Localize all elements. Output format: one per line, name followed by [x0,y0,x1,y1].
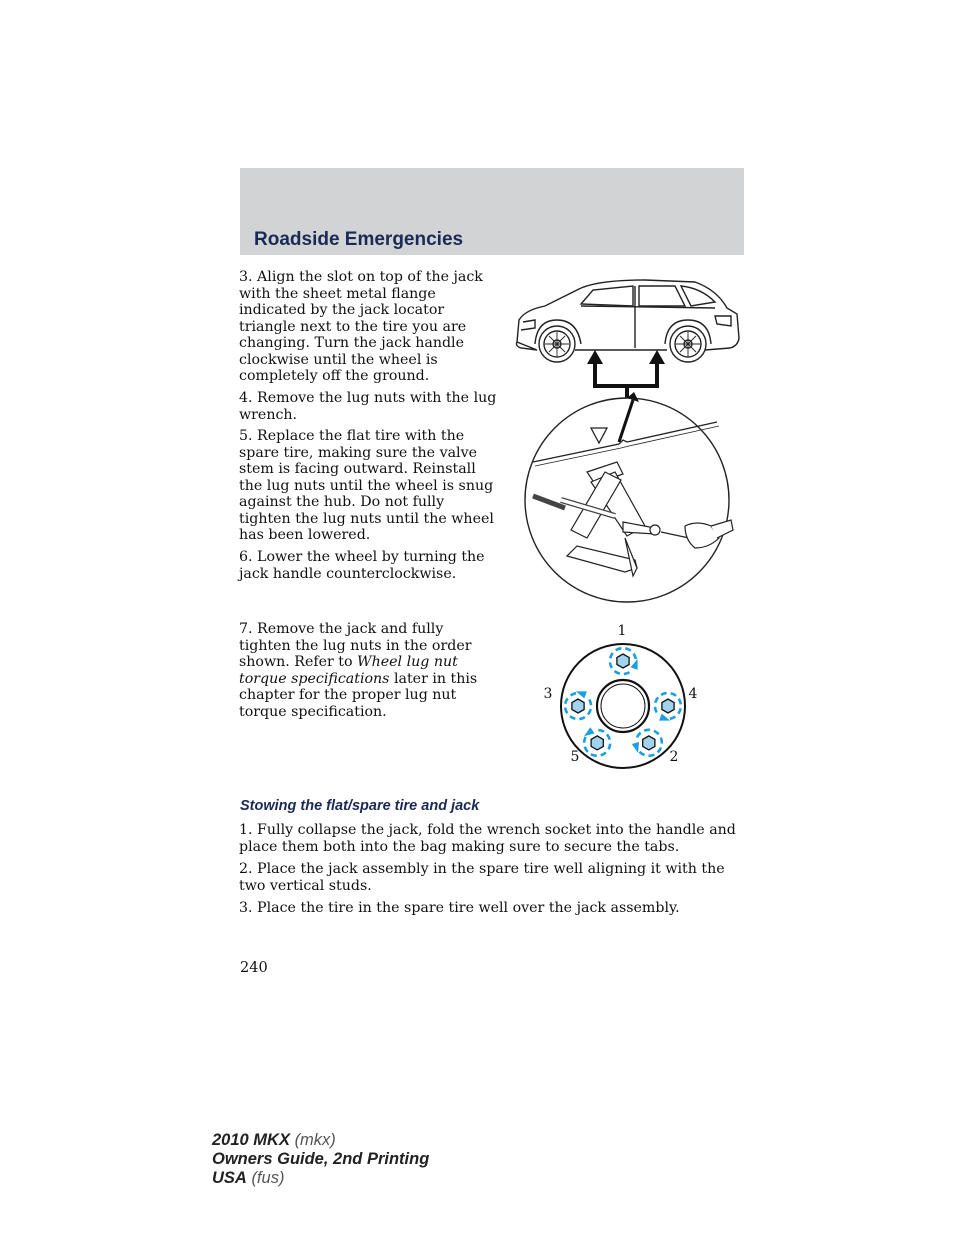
lug-label-1: 1 [617,623,627,639]
step-3-text: 3. Align the slot on top of the jack with the sheet metal flange indicated by the jack locator triangle next to the tire you are changing. Turn the jack handle clockwise until the wheel is completely off the ground. [239,269,483,384]
footer-imprint [212,1131,429,1188]
footer-guide: Owners Guide, 2nd Printing [212,1150,430,1168]
step-4-text: 4. Remove the lug nuts with the lug wrench. [239,390,497,423]
car-jack-illustration [505,276,745,606]
section-header-band [240,168,744,255]
footer-model-code: (mkx) [294,1131,336,1149]
footer-model: 2010 MKX [212,1131,290,1149]
step-6-text: 6. Lower the wheel by turning the jack handle counterclockwise. [239,549,485,582]
step-7-before: 7. Remove the jack and fully tighten the lug nuts in the order shown. Refer to [239,621,472,670]
footer-region: USA [212,1169,247,1187]
lug-nut-icon [591,736,603,750]
stowing-step-2: 2. Place the jack assembly in the spare tire well aligning it with the two vertical studs. [239,861,725,894]
step-7-after: later in this chapter for the proper lug nut torque specification. [239,670,478,720]
stowing-step-3: 3. Place the tire in the spare tire well over the jack assembly. [239,900,680,916]
stowing-step-1: 1. Fully collapse the jack, fold the wrench socket into the handle and place them both into the bag making sure to secure the tabs. [239,822,736,855]
lug-nut-order-diagram [540,620,700,775]
torque-spec-reference: Wheel lug nut torque specifications [239,654,458,687]
car-icon [517,280,740,362]
lug-nut-icon [662,699,674,713]
lug-label-5: 5 [570,749,580,765]
jack-point-arrows [587,350,665,398]
step-7-text [239,621,497,720]
lug-nut-icon [643,736,655,750]
page-number: 240 [240,960,268,976]
stowing-heading: Stowing the flat/spare tire and jack [240,798,480,814]
lug-nut-icon [572,699,584,713]
lug-label-3: 3 [543,686,553,702]
hub-center-bore [597,680,649,732]
lug-label-2: 2 [669,749,679,765]
lug-label-4: 4 [688,686,698,702]
jack-detail-circle [525,392,733,602]
footer-region-code: (fus) [251,1169,285,1187]
lug-nut-icon [617,654,629,668]
step-5-text: 5. Replace the flat tire with the spare tire, making sure the valve stem is facing outward. Reinstall the lug nuts until the wheel is snug against the hub. Do not fully tighten the lug nuts until the wheel has been lowered. [239,428,494,543]
section-title: Roadside Emergencies [254,229,464,250]
